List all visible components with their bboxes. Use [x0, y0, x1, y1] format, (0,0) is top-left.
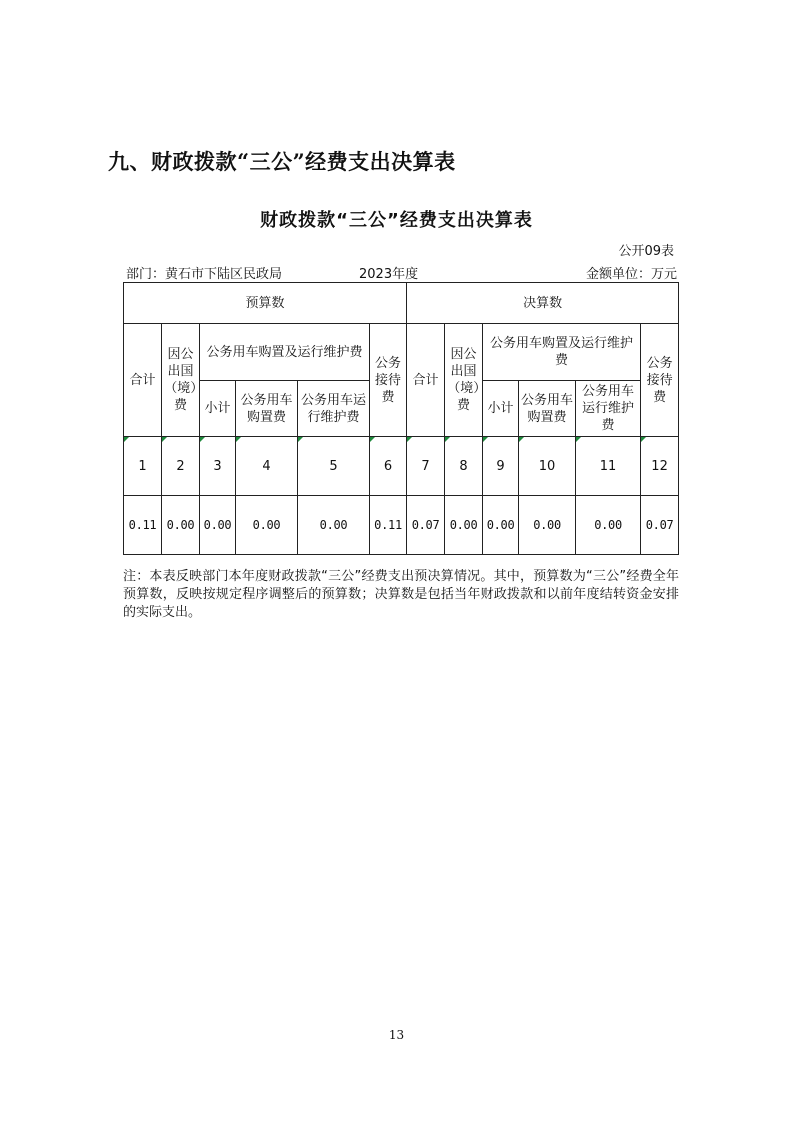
cell-marker-icon [298, 437, 303, 442]
cell-marker-icon [445, 437, 450, 442]
final-reception-header: 公务接待费 [641, 324, 679, 437]
column-number-cell: 9 [483, 437, 519, 496]
value-cell: 0.00 [519, 496, 576, 555]
final-vehicle-header: 公务用车购置及运行维护费 [483, 324, 641, 381]
budget-group-header: 预算数 [124, 283, 407, 324]
header-row-categories [124, 324, 679, 381]
column-number-cell: 4 [236, 437, 298, 496]
cell-marker-icon [200, 437, 205, 442]
unit-label: 金额单位：万元 [585, 267, 677, 282]
header-row-groups [124, 283, 679, 324]
final-vehicle-purchase-header: 公务用车购置费 [519, 381, 576, 437]
cell-marker-icon [236, 437, 241, 442]
value-cell: 0.00 [236, 496, 298, 555]
column-number-cell: 12 [641, 437, 679, 496]
cell-marker-icon [407, 437, 412, 442]
column-number-cell: 3 [200, 437, 236, 496]
value-cell: 0.07 [407, 496, 445, 555]
value-cell: 0.11 [370, 496, 407, 555]
value-cell: 0.11 [124, 496, 162, 555]
department-label: 部门：黄石市下陆区民政局 [126, 267, 283, 282]
column-number-cell: 8 [445, 437, 483, 496]
column-number-cell: 2 [162, 437, 200, 496]
value-cell: 0.00 [200, 496, 236, 555]
column-number-cell: 6 [370, 437, 407, 496]
budget-abroad-header: 因公出国（境）费 [162, 324, 200, 437]
value-row [124, 496, 679, 555]
budget-subtotal-header: 小计 [200, 381, 236, 437]
final-total-header: 合计 [407, 324, 445, 437]
budget-vehicle-operation-header: 公务用车运行维护费 [298, 381, 370, 437]
cell-marker-icon [519, 437, 524, 442]
final-abroad-header: 因公出国（境）费 [445, 324, 483, 437]
value-cell: 0.00 [162, 496, 200, 555]
cell-marker-icon [162, 437, 167, 442]
final-vehicle-operation-header: 公务用车运行维护费 [576, 381, 641, 437]
column-number-row [124, 437, 679, 496]
value-cell: 0.00 [298, 496, 370, 555]
value-cell: 0.00 [576, 496, 641, 555]
cell-marker-icon [483, 437, 488, 442]
cell-marker-icon [576, 437, 581, 442]
budget-reception-header: 公务接待费 [370, 324, 407, 437]
section-heading: 九、财政拨款“三公”经费支出决算表 [108, 149, 456, 174]
final-group-header: 决算数 [407, 283, 679, 324]
budget-vehicle-purchase-header: 公务用车购置费 [236, 381, 298, 437]
column-number-cell: 11 [576, 437, 641, 496]
column-number-cell: 1 [124, 437, 162, 496]
table-title: 财政拨款“三公”经费支出决算表 [260, 210, 533, 231]
column-number-cell: 10 [519, 437, 576, 496]
value-cell: 0.00 [483, 496, 519, 555]
value-cell: 0.00 [445, 496, 483, 555]
column-number-cell: 7 [407, 437, 445, 496]
column-number-cell: 5 [298, 437, 370, 496]
budget-vehicle-header: 公务用车购置及运行维护费 [200, 324, 370, 381]
three-public-expenses-table [123, 282, 679, 555]
table-note: 注：本表反映部门本年度财政拨款“三公”经费支出预决算情况。其中，预算数为“三公”经费全年预算数，反映按规定程序调整后的预算数；决算数是包括当年财政拨款和以前年度结转资金安排的实际支出。 [123, 569, 679, 620]
form-number: 公开09表 [618, 244, 674, 259]
cell-marker-icon [641, 437, 646, 442]
year-label: 2023年度 [359, 267, 419, 282]
value-cell: 0.07 [641, 496, 679, 555]
cell-marker-icon [124, 437, 129, 442]
table-meta-line [123, 263, 677, 281]
page-number: 13 [388, 1028, 405, 1042]
budget-total-header: 合计 [124, 324, 162, 437]
cell-marker-icon [370, 437, 375, 442]
final-subtotal-header: 小计 [483, 381, 519, 437]
